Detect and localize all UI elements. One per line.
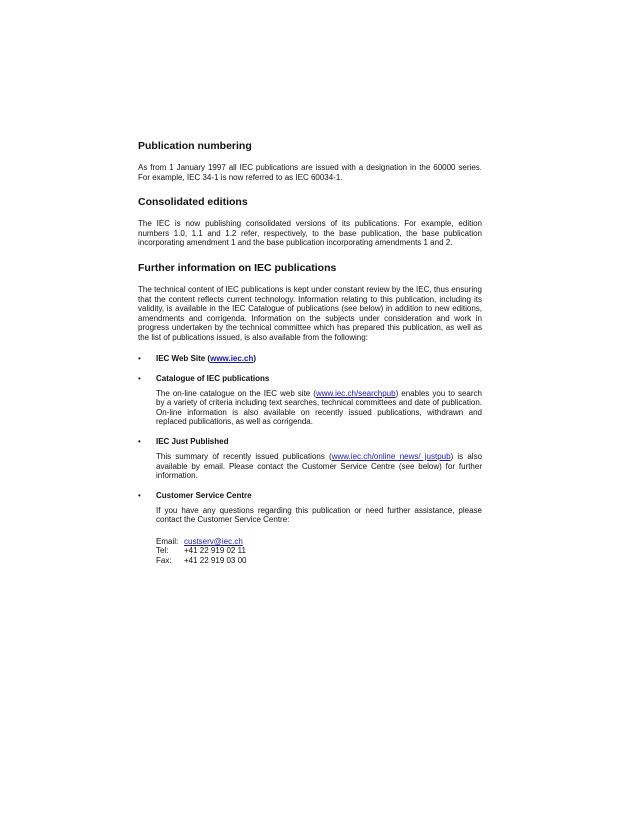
resource-list bbox=[138, 354, 482, 566]
bullet-marker: • bbox=[138, 353, 141, 363]
tel-number: +41 22 919 02 11 bbox=[184, 546, 246, 556]
catalogue-title: Catalogue of IEC publications bbox=[156, 373, 270, 383]
document-page bbox=[138, 140, 482, 576]
tel-label: Tel: bbox=[156, 546, 169, 556]
searchpub-link[interactable]: www.iec.ch/searchpub bbox=[315, 388, 396, 398]
contact-tel-row bbox=[156, 546, 482, 556]
list-item-catalogue bbox=[138, 374, 482, 427]
catalogue-text-after: ) enables you to search by a variety of criteria including text searches, technical committees and date of publication. On-line information is also available on recently issued publications, withdrawn and replaced publications, as well as corrigenda. bbox=[156, 388, 482, 427]
email-link[interactable]: custserv@iec.ch bbox=[184, 536, 243, 546]
bullet-marker: • bbox=[138, 436, 141, 446]
list-item-customer-service bbox=[138, 491, 482, 566]
iec-website-link[interactable]: www.iec.ch bbox=[210, 353, 254, 363]
justpub-link[interactable]: www.iec.ch/online_news/ justpub bbox=[331, 451, 451, 461]
just-published-description bbox=[156, 452, 482, 481]
web-site-title bbox=[156, 354, 482, 364]
just-published-title: IEC Just Published bbox=[156, 436, 229, 446]
just-published-text-after: ) is also available by email. Please contact the Customer Service Centre (see below) for further information. bbox=[156, 451, 483, 481]
heading-consolidated-editions: Consolidated editions bbox=[138, 196, 248, 209]
email-label: Email: bbox=[156, 536, 179, 546]
contact-fax-row bbox=[156, 556, 482, 566]
list-item-web-site bbox=[138, 354, 482, 364]
web-site-title-prefix: IEC Web Site ( bbox=[156, 353, 211, 363]
web-site-title-suffix: ) bbox=[253, 353, 257, 363]
paragraph-consolidated-editions: The IEC is now publishing consolidated versions of its publications. For example, edition numbers 1.0, 1.1 and 1.2 refer, respectively, to the base publication, the base publication incorporating amendment 1 and the base publication incorporating amendments 1 and 2. bbox=[138, 219, 482, 248]
heading-further-information: Further information on IEC publications bbox=[138, 261, 337, 274]
section-consolidated-editions bbox=[138, 196, 482, 248]
contact-email-row bbox=[156, 537, 482, 547]
customer-service-title: Customer Service Centre bbox=[156, 490, 252, 500]
list-item-just-published bbox=[138, 437, 482, 481]
customer-service-description: If you have any questions regarding this publication or need further assistance, please contact the Customer Service Centre: bbox=[156, 505, 482, 525]
just-published-text-before: This summary of recently issued publications ( bbox=[156, 451, 332, 461]
section-further-information bbox=[138, 262, 482, 343]
catalogue-description bbox=[156, 389, 482, 427]
bullet-marker: • bbox=[138, 490, 141, 500]
fax-label: Fax: bbox=[156, 556, 172, 566]
contact-details bbox=[156, 537, 482, 566]
heading-publication-numbering: Publication numbering bbox=[138, 140, 252, 152]
section-publication-numbering bbox=[138, 140, 482, 182]
paragraph-further-information: The technical content of IEC publications is kept under constant review by the IEC, thus ensuring that the content reflects current technology. Information relating to this publication, including its validity, is available in the IEC Catalogue of publications (see below) in addition to new editions, amendments and corrigenda. Information on the subjects under consideration and work in progress undertaken by the technical committee which has prepared this publication, as well as the list of publications issued, is also available from the following: bbox=[138, 284, 482, 342]
catalogue-text-before: The on-line catalogue on the IEC web site ( bbox=[156, 388, 316, 398]
bullet-marker: • bbox=[138, 373, 141, 383]
paragraph-publication-numbering: As from 1 January 1997 all IEC publications are issued with a designation in the 60000 series. For example, IEC 34-1 is now referred to as IEC 60034-1. bbox=[138, 163, 482, 182]
fax-number: +41 22 919 03 00 bbox=[184, 556, 247, 566]
